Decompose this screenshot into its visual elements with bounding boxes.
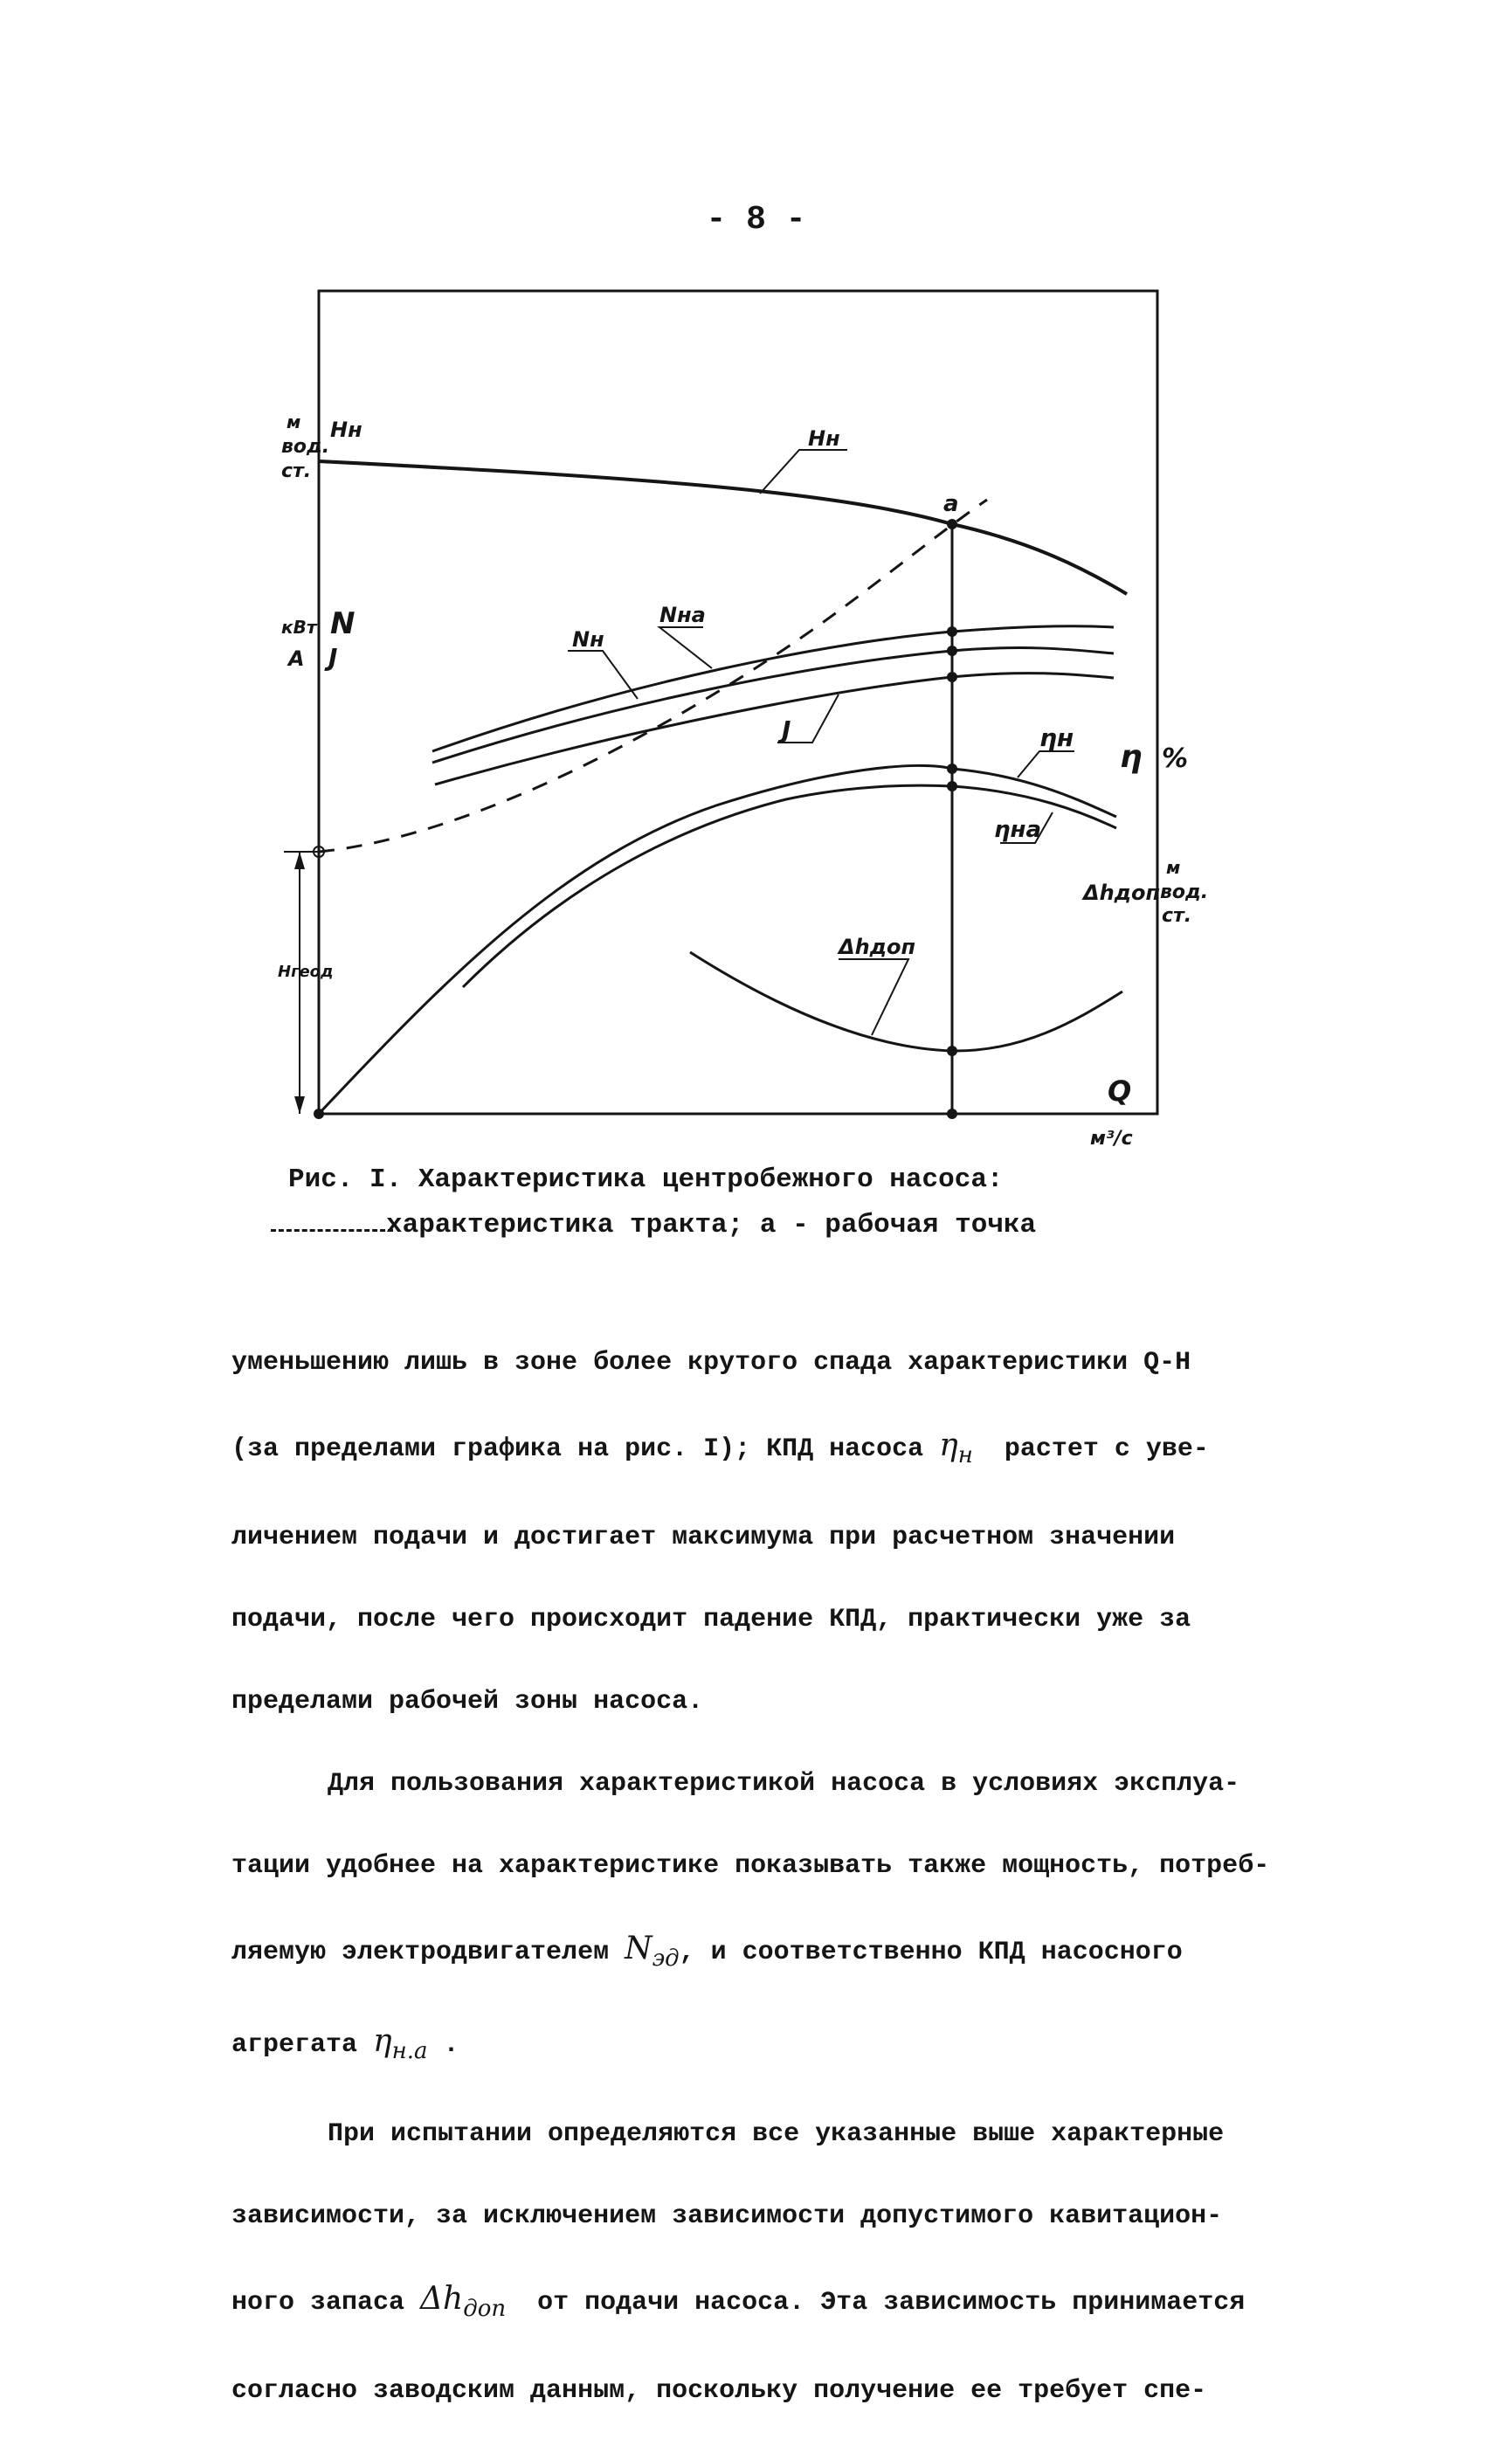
p1-line-4: подачи, после чего происходит падение КПД, практически уже за (231, 1605, 1191, 1635)
npsh-curve-label: Δhдоп (839, 935, 916, 959)
current-curve (435, 674, 1114, 784)
figure-caption (288, 1157, 1036, 1248)
head-curve-label: Hн (808, 426, 840, 451)
p1-line-5: пределами рабочей зоны насоса. (231, 1687, 704, 1717)
p2-line-1: Для пользования характеристикой насоса в условиях эксплуа- (328, 1769, 1240, 1800)
p2-line-2: тации удобнее на характеристике показывать также мощность, потреб- (231, 1851, 1270, 1882)
npsh-unit-m: м (1166, 857, 1181, 878)
power-unit-leader (659, 627, 712, 668)
npsh-unit-st: ст. (1162, 905, 1192, 927)
head-unit-vod: вод. (281, 436, 330, 458)
p3-line-2: зависимости, за исключением зависимости допустимого кавитацион- (231, 2201, 1223, 2231)
npsh-leader (839, 959, 908, 1035)
p3-line-4: согласно заводским данным, поскольку получение ее требует спе- (231, 2375, 1207, 2406)
p3-line-3: ного запаса $\Delta h_{доп}$ от подачи насоса. Эта зависимость принимается (231, 2280, 1246, 2322)
power-axis-symbol: N (330, 606, 356, 641)
flow-unit: м³/с (1090, 1128, 1133, 1150)
caption-line-2: характеристика тракта; a - рабочая точка (386, 1210, 1037, 1240)
point-power-unit (947, 626, 957, 637)
power-unit: кВт (281, 617, 317, 638)
head-axis-symbol: Hн (330, 418, 362, 442)
flow-axis-symbol: Q (1108, 1074, 1132, 1108)
eff-pump-leader (1018, 751, 1074, 777)
npsh-curve (690, 952, 1122, 1051)
eff-pump-curve-label: ηн (1039, 723, 1074, 752)
p2-line-4: агрегата $\eta_{н.а}$ . (231, 2023, 459, 2065)
power-pump-curve-label: Nн (572, 627, 604, 652)
origin-point (314, 1109, 324, 1119)
head-curve (319, 461, 1127, 594)
npsh-unit-vod: вод. (1160, 881, 1209, 903)
eff-unit: % (1162, 743, 1189, 774)
p2-line-3: ляемую электродвигателем $N_{эд}$, и соответственно КПД насосного (231, 1931, 1183, 1973)
point-eff-unit (947, 781, 957, 791)
head-unit-m: м (287, 411, 301, 432)
npsh-axis-symbol: Δhдоп (1083, 881, 1161, 905)
operating-point-label: a (943, 491, 959, 517)
eff-axis-symbol: η (1120, 739, 1143, 775)
eff-unit-curve-label: ηна (994, 817, 1042, 843)
operating-point-a (947, 519, 957, 529)
caption-line-1: Рис. I. Характеристика центробежного насоса: (288, 1164, 1004, 1195)
point-eff-pump (947, 764, 957, 774)
point-flow-axis (947, 1109, 957, 1119)
body-text (231, 1302, 1367, 2453)
p1-line-1: уменьшению лишь в зоне более крутого спада характеристики Q-H (231, 1348, 1191, 1378)
power-unit-curve-label: Nна (659, 603, 706, 627)
system-curve-dashed (319, 500, 987, 852)
head-leader (760, 450, 847, 494)
current-unit: А (288, 646, 305, 671)
current-curve-label: J (782, 715, 791, 744)
current-axis-symbol: J (328, 643, 338, 672)
head-unit-st: ст. (281, 460, 312, 482)
geo-head-arrow-up (294, 852, 305, 869)
page-number: - 8 - (706, 201, 806, 238)
point-power-pump (947, 646, 957, 656)
point-current (947, 672, 957, 682)
geo-head-label: Hгеод (278, 963, 334, 981)
point-npsh (947, 1046, 957, 1056)
p1-line-2: (за пределами графика на рис. I); КПД насоса $\eta_н$ растет с уве- (231, 1427, 1209, 1469)
geo-head-arrow-down (294, 1096, 305, 1114)
caption-dash-legend (271, 1229, 393, 1232)
figure-frame (319, 291, 1157, 1114)
p3-line-1: При испытании определяются все указанные выше характерные (328, 2118, 1225, 2149)
p1-line-3: личением подачи и достигает максимума при расчетном значении (231, 1523, 1176, 1553)
